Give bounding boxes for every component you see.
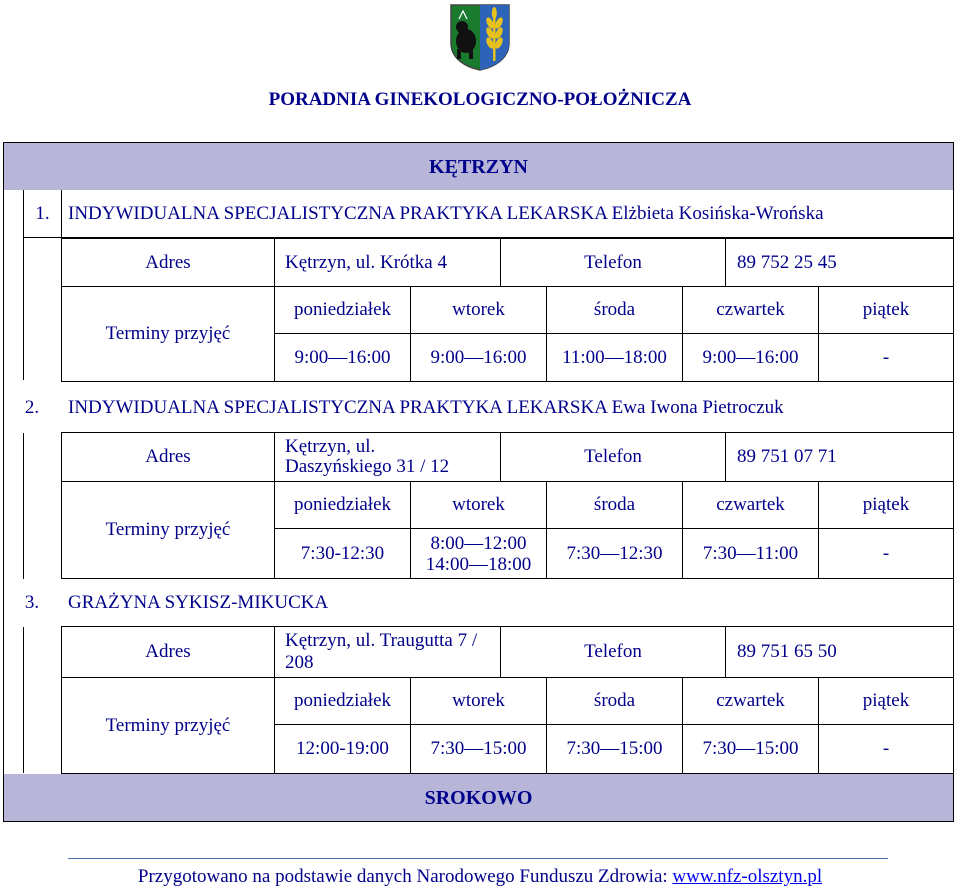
address-line-2: 208 xyxy=(285,652,314,673)
phone-value: 89 751 07 71 xyxy=(725,432,954,482)
page-title: PORADNIA GINEKOLOGICZNO-POŁOŻNICZA xyxy=(268,89,692,110)
left-column-divider-3 xyxy=(23,627,24,773)
hours-thursday: 9:00—16:00 xyxy=(682,333,819,382)
day-friday: piątek xyxy=(818,286,954,334)
day-friday: piątek xyxy=(818,677,954,725)
phone-label: Telefon xyxy=(500,432,726,482)
city-heading: SROKOWO xyxy=(424,786,533,809)
day-wednesday: środa xyxy=(546,677,683,725)
entry-name: INDYWIDUALNA SPECJALISTYCZNA PRAKTYKA LEKARSKA Ewa Iwona Pietroczuk xyxy=(68,397,784,418)
left-column-divider-2 xyxy=(23,433,24,579)
day-wednesday: środa xyxy=(546,481,683,529)
hours-wednesday: 7:30—15:00 xyxy=(546,724,683,774)
hours-wednesday: 11:00—18:00 xyxy=(546,333,683,382)
hours-friday: - xyxy=(818,528,954,579)
day-tuesday: wtorek xyxy=(410,286,547,334)
footer-link[interactable]: www.nfz-olsztyn.pl xyxy=(672,866,823,887)
address-line-2: Daszyńskiego 31 / 12 xyxy=(285,456,450,477)
coat-of-arms-logo xyxy=(449,3,511,71)
address-label: Adres xyxy=(61,238,275,287)
phone-label: Telefon xyxy=(500,626,726,678)
hours-friday: - xyxy=(818,724,954,774)
phone-value: 89 752 25 45 xyxy=(725,238,954,287)
address-value xyxy=(274,432,501,482)
address-line-1: Kętrzyn, ul. xyxy=(285,436,376,457)
hours-monday: 12:00-19:00 xyxy=(274,724,411,774)
day-tuesday: wtorek xyxy=(410,481,547,529)
day-friday: piątek xyxy=(818,481,954,529)
address-value: Kętrzyn, ul. Krótka 4 xyxy=(274,238,501,287)
hours-monday: 9:00—16:00 xyxy=(274,333,411,382)
address-label: Adres xyxy=(61,432,275,482)
address-label: Adres xyxy=(61,626,275,678)
day-monday: poniedziałek xyxy=(274,481,411,529)
day-thursday: czwartek xyxy=(682,286,819,334)
hours-thursday: 7:30—15:00 xyxy=(682,724,819,774)
footer xyxy=(0,866,960,888)
hours-label: Terminy przyjęć xyxy=(61,677,275,774)
hours-tuesday xyxy=(410,528,547,579)
address-value xyxy=(274,626,501,678)
day-wednesday: środa xyxy=(546,286,683,334)
hours-tuesday-afternoon: 14:00—18:00 xyxy=(425,553,532,575)
phone-value: 89 751 65 50 xyxy=(725,626,954,678)
hours-tuesday: 7:30—15:00 xyxy=(410,724,547,774)
divider xyxy=(61,190,62,237)
city-heading: KĘTRZYN xyxy=(429,155,528,178)
hours-label: Terminy przyjęć xyxy=(61,481,275,579)
day-thursday: czwartek xyxy=(682,481,819,529)
hours-wednesday: 7:30—12:30 xyxy=(546,528,683,579)
hours-monday: 7:30-12:30 xyxy=(274,528,411,579)
day-monday: poniedziałek xyxy=(274,677,411,725)
footer-rule xyxy=(68,858,888,859)
hours-tuesday-morning: 8:00—12:00 xyxy=(430,532,527,554)
phone-label: Telefon xyxy=(500,238,726,287)
day-thursday: czwartek xyxy=(682,677,819,725)
entry-number: 2. xyxy=(24,397,40,418)
hours-friday: - xyxy=(818,333,954,382)
footer-text: Przygotowano na podstawie danych Narodowego Funduszu Zdrowia: xyxy=(137,866,668,887)
entry-name: INDYWIDUALNA SPECJALISTYCZNA PRAKTYKA LEKARSKA Elżbieta Kosińska-Wrońska xyxy=(68,203,824,224)
entry-number: 1. xyxy=(35,203,50,224)
hours-tuesday: 9:00—16:00 xyxy=(410,333,547,382)
hours-label: Terminy przyjęć xyxy=(61,286,275,382)
hours-thursday: 7:30—11:00 xyxy=(682,528,819,579)
day-monday: poniedziałek xyxy=(274,286,411,334)
day-tuesday: wtorek xyxy=(410,677,547,725)
entry-name: GRAŻYNA SYKISZ-MIKUCKA xyxy=(68,592,329,613)
address-line-1: Kętrzyn, ul. Traugutta 7 / xyxy=(285,630,478,651)
entry-number: 3. xyxy=(24,592,40,613)
